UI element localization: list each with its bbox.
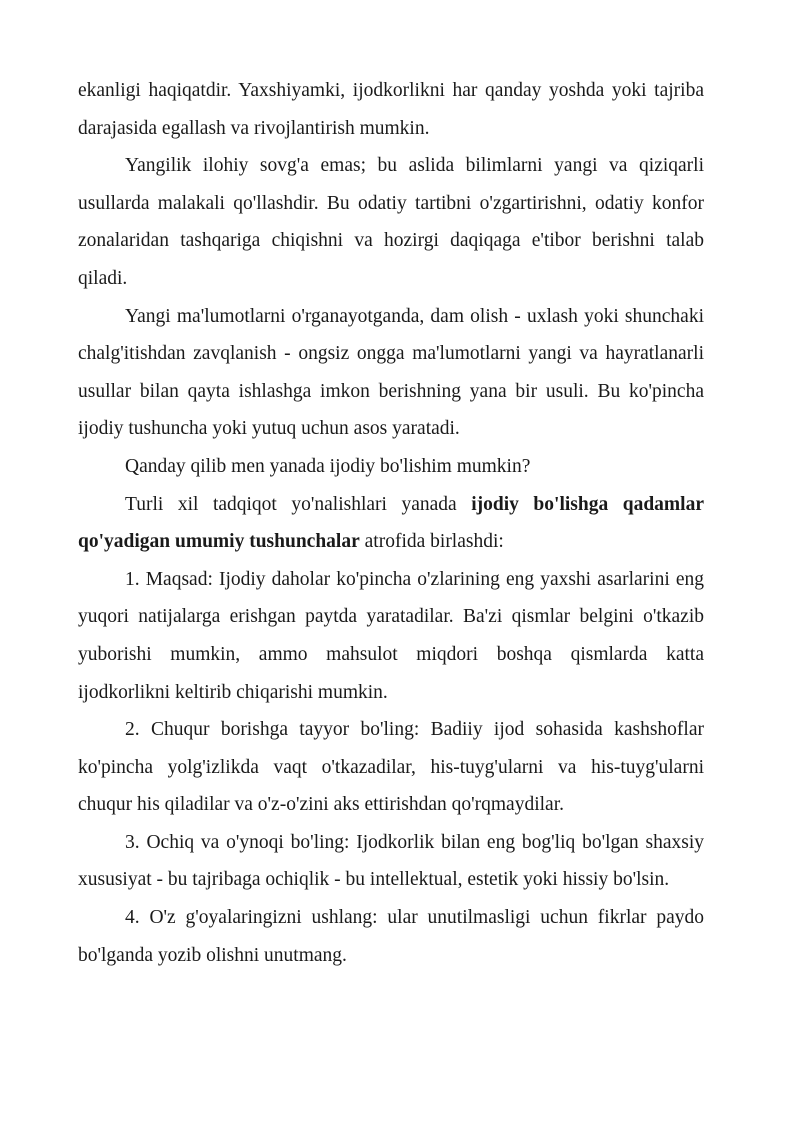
paragraph-continuation: ekanligi haqiqatdir. Yaxshiyamki, ijodkorlikni har qanday yoshda yoki tajriba darajasida egallash va rivojlantirish mumkin. [78,80,704,139]
paragraph-question: Qanday qilib men yanada ijodiy bo'lishim mumkin? [125,455,531,477]
paragraph-research [78,486,704,561]
research-text-before: Turli xil tadqiqot yo'nalishlari yanada [125,493,472,515]
research-text-bold: ijodiy bo'lishga qadamlar qo'yadigan umumiy tushunchalar [78,493,705,553]
list-item-2: 2. Chuqur borishga tayyor bo'ling: Badiiy ijod sohasida kashshoflar ko'pincha yolg'izlikda vaqt o'tkazadilar, his-tuyg'ularni va his-tuyg'ularni chuqur his qiladilar va o'z-o'zini aks ettirishdan qo'rqmaydilar. [78,719,704,816]
document-page [78,72,704,974]
paragraph-rest: Yangi ma'lumotlarni o'rganayotganda, dam olish - uxlash yoki shunchaki chalg'itishdan zavqlanish - ongsiz ongga ma'lumotlarni yangi va hayratlanarli usullar bilan qayta ishlashga imkon berishning yana bir usuli. Bu ko'pincha ijodiy tushuncha yoki yutuq uchun asos yaratadi. [78,305,704,440]
list-item-4: 4. O'z g'oyalaringizni ushlang: ular unutilmasligi uchun fikrlar paydo bo'lganda yozib olishni unutmang. [78,907,704,966]
research-text-after: atrofida birlashdi: [359,531,504,553]
paragraph-innovation: Yangilik ilohiy sovg'a emas; bu aslida bilimlarni yangi va qiziqarli usullarda malakali qo'llashdir. Bu odatiy tartibni o'zgartirishni, odatiy konfor zonalaridan tashqariga chiqishni va hozirgi daqiqaga e'tibor berishni talab qiladi. [78,155,704,289]
list-item-1: 1. Maqsad: Ijodiy daholar ko'pincha o'zlarining eng yaxshi asarlarini eng yuqori natijalarga erishgan paytda yaratadilar. Ba'zi qismlar belgini o'tkazib yuborishi mumkin, ammo mahsulot miqdori boshqa qismlarda katta ijodkorlikni keltirib chiqarishi mumkin. [78,568,704,703]
list-item-3: 3. Ochiq va o'ynoqi bo'ling: Ijodkorlik bilan eng bog'liq bo'lgan shaxsiy xususiyat - bu tajribaga ochiqlik - bu intellektual, estetik yoki hissiy bo'lsin. [78,831,704,891]
